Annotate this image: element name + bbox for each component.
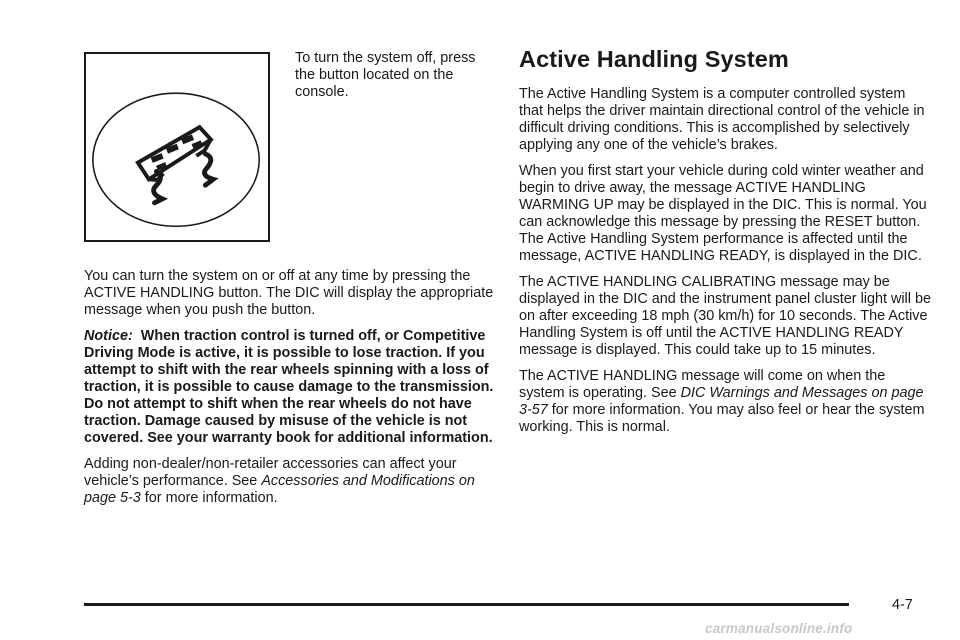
active-handling-button-icon xyxy=(86,54,268,240)
notice-paragraph xyxy=(84,328,494,447)
paragraph-text: for more information. xyxy=(140,490,278,506)
notice-text: When traction control is turned off, or Competitive Driving Mode is active, it is possible to lose traction. If you attempt to shift with the rear wheels spinning with a loss of traction, it is possible to cause damage to the transmission. Do not attempt to shift when the rear wheels do not have traction. Damage caused by misuse of the vehicle is not covered. See your warranty book for additional information. xyxy=(84,328,494,446)
cross-reference-link[interactable]: Accessories and Modifications on page 5-3 xyxy=(84,473,475,506)
active-handling-button-figure xyxy=(84,52,270,242)
left-column xyxy=(84,268,494,516)
paragraph: When you first start your vehicle during cold winter weather and begin to drive away, the message ACTIVE HANDLING WARMING UP may be displayed in the DIC. This is normal. You can acknowledge this message by pressing the RESET button. The Active Handling System performance is affected until the message, ACTIVE HANDLING READY, is displayed in the DIC. xyxy=(519,163,927,264)
right-column xyxy=(519,44,931,445)
paragraph: The ACTIVE HANDLING CALIBRATING message may be displayed in the DIC and the instrument panel cluster light will be on after exceeding 18 mph (30 km/h) for 10 seconds. The Active Handling System is off until the ACTIVE HANDLING READY message is displayed. This could take up to 15 minutes. xyxy=(519,274,931,358)
section-heading: Active Handling System xyxy=(519,46,789,72)
figure-caption: To turn the system off, press the button located on the console. xyxy=(295,50,476,100)
paragraph-text: The ACTIVE HANDLING message will come on when the system is operating. See xyxy=(519,368,886,401)
watermark: carmanualsonline.info xyxy=(705,621,853,636)
paragraph-text: Adding non-dealer/non-retailer accessories can affect your vehicle’s performance. See xyxy=(84,456,457,489)
notice-label: Notice: xyxy=(84,328,133,344)
paragraph xyxy=(519,368,931,436)
paragraph: You can turn the system on or off at any time by pressing the ACTIVE HANDLING button. The DIC will display the appropriate message when you push the button. xyxy=(84,268,494,318)
paragraph-text: for more information. You may also feel or hear the system working. This is normal. xyxy=(519,402,925,435)
page-number: 4-7 xyxy=(892,597,913,613)
paragraph xyxy=(84,456,494,507)
footer-rule xyxy=(84,603,849,606)
paragraph: The Active Handling System is a computer controlled system that helps the driver maintain directional control of the vehicle in difficult driving conditions. This is accomplished by selectively applying any one of the vehicle’s brakes. xyxy=(519,86,925,153)
cross-reference-link[interactable]: DIC Warnings and Messages on page 3-57 xyxy=(519,385,924,418)
